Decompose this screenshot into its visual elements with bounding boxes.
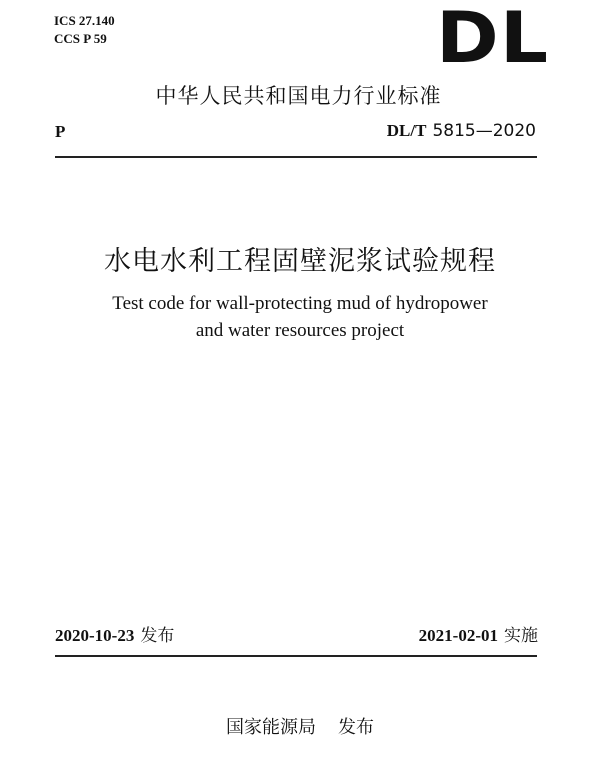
bottom-divider xyxy=(55,655,537,657)
industry-standard-text: 中华人民共和国电力行业标准 xyxy=(155,84,442,108)
title-chinese: 水电水利工程固壁泥浆试验规程 xyxy=(104,246,496,276)
title-english-line2: and water resources project xyxy=(195,320,405,341)
issue-date: 2020-10-23 xyxy=(55,626,135,645)
standard-number-value: 5815—2020 xyxy=(432,121,536,141)
dl-logo: DL xyxy=(436,0,550,79)
effective-date: 2021-02-01 xyxy=(418,626,498,645)
standard-number xyxy=(387,121,536,141)
issue-date-block xyxy=(55,625,174,647)
title-english-line1: Test code for wall-protecting mud of hydropower xyxy=(112,293,488,314)
publisher-line xyxy=(0,716,600,740)
issue-label: 发布 xyxy=(140,626,175,646)
category-code: P xyxy=(55,122,66,141)
effective-label: 实施 xyxy=(504,626,538,646)
ccs-code: CCS P 59 xyxy=(54,31,107,46)
ics-code: ICS 27.140 xyxy=(54,13,115,28)
publisher-label: 发布 xyxy=(338,717,374,738)
publisher-name: 国家能源局 xyxy=(226,717,316,738)
industry-standard-heading xyxy=(0,83,600,109)
top-divider xyxy=(55,156,537,158)
standard-prefix: DL/T xyxy=(386,121,427,140)
effective-date-block xyxy=(419,625,538,647)
